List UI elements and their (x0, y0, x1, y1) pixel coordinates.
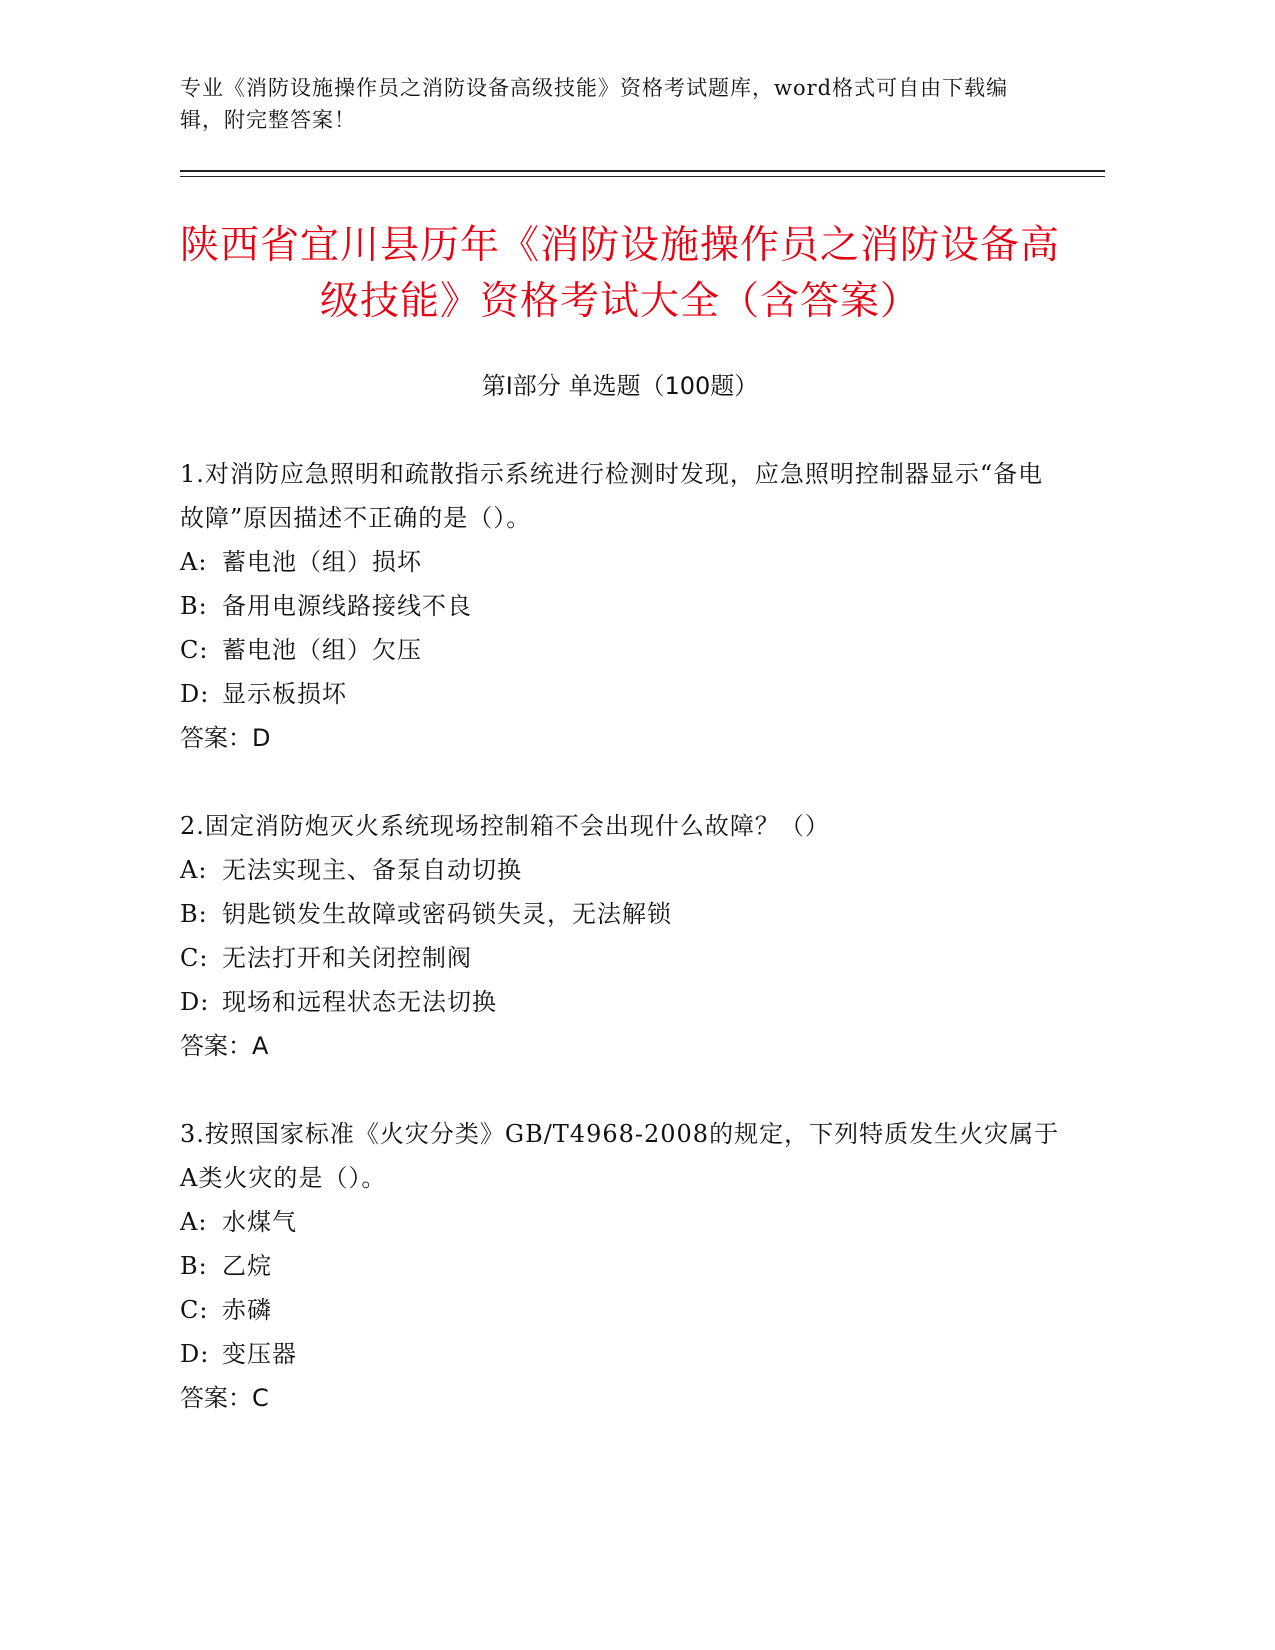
option-text: 显示板损坏 (222, 680, 347, 708)
option-text: 无法打开和关闭控制阀 (222, 944, 472, 972)
option-letter: C: (180, 1296, 209, 1324)
option-c (180, 628, 1060, 672)
option-letter: A: (180, 856, 208, 884)
question-list (180, 452, 1060, 1464)
option-c (180, 936, 1060, 980)
question-1 (180, 452, 1060, 760)
option-b (180, 892, 1060, 936)
option-letter: C: (180, 944, 209, 972)
option-text: 蓄电池（组）损坏 (222, 548, 422, 576)
option-text: 现场和远程状态无法切换 (222, 988, 497, 1016)
option-d (180, 1332, 1060, 1376)
option-a (180, 540, 1060, 584)
answer-line: 答案：C (180, 1384, 269, 1412)
question-stem: 3.按照国家标准《火灾分类》GB/T4968-2008的规定，下列特质发生火灾属于A类火灾的是（）。 (180, 1120, 1060, 1192)
option-text: 乙烷 (222, 1252, 272, 1280)
option-letter: B: (180, 1252, 208, 1280)
option-b (180, 584, 1060, 628)
question-3 (180, 1112, 1060, 1420)
section-title: 第I部分 单选题（100题） (481, 372, 759, 400)
option-text: 备用电源线路接线不良 (222, 592, 472, 620)
option-letter: B: (180, 900, 208, 928)
option-c (180, 1288, 1060, 1332)
header-divider-thick (180, 170, 1105, 172)
option-a (180, 848, 1060, 892)
option-a (180, 1200, 1060, 1244)
option-letter: C: (180, 636, 209, 664)
question-2 (180, 804, 1060, 1068)
option-letter: B: (180, 592, 208, 620)
option-letter: D: (180, 680, 210, 708)
option-text: 蓄电池（组）欠压 (222, 636, 422, 664)
option-text: 赤磷 (222, 1296, 272, 1324)
option-d (180, 980, 1060, 1024)
option-text: 变压器 (222, 1340, 297, 1368)
question-stem: 2.固定消防炮灭火系统现场控制箱不会出现什么故障？（） (180, 812, 830, 840)
option-letter: D: (180, 1340, 210, 1368)
document-title: 陕西省宜川县历年《消防设施操作员之消防设备高级技能》资格考试大全（含答案） (180, 223, 1061, 324)
answer-line: 答案：D (180, 724, 271, 752)
option-text: 无法实现主、备泵自动切换 (222, 856, 522, 884)
option-text: 钥匙锁发生故障或密码锁失灵，无法解锁 (222, 900, 672, 928)
header-divider-thin (180, 176, 1105, 177)
question-stem: 1.对消防应急照明和疏散指示系统进行检测时发现，应急照明控制器显示“备电故障”原因描述不正确的是（）。 (180, 460, 1044, 532)
header-note: 专业《消防设施操作员之消防设备高级技能》资格考试题库，word格式可自由下载编辑，附完整答案！ (180, 76, 1009, 132)
answer-line: 答案：A (180, 1032, 269, 1060)
option-letter: A: (180, 548, 208, 576)
option-d (180, 672, 1060, 716)
option-letter: A: (180, 1208, 208, 1236)
option-letter: D: (180, 988, 210, 1016)
option-b (180, 1244, 1060, 1288)
option-text: 水煤气 (222, 1208, 297, 1236)
